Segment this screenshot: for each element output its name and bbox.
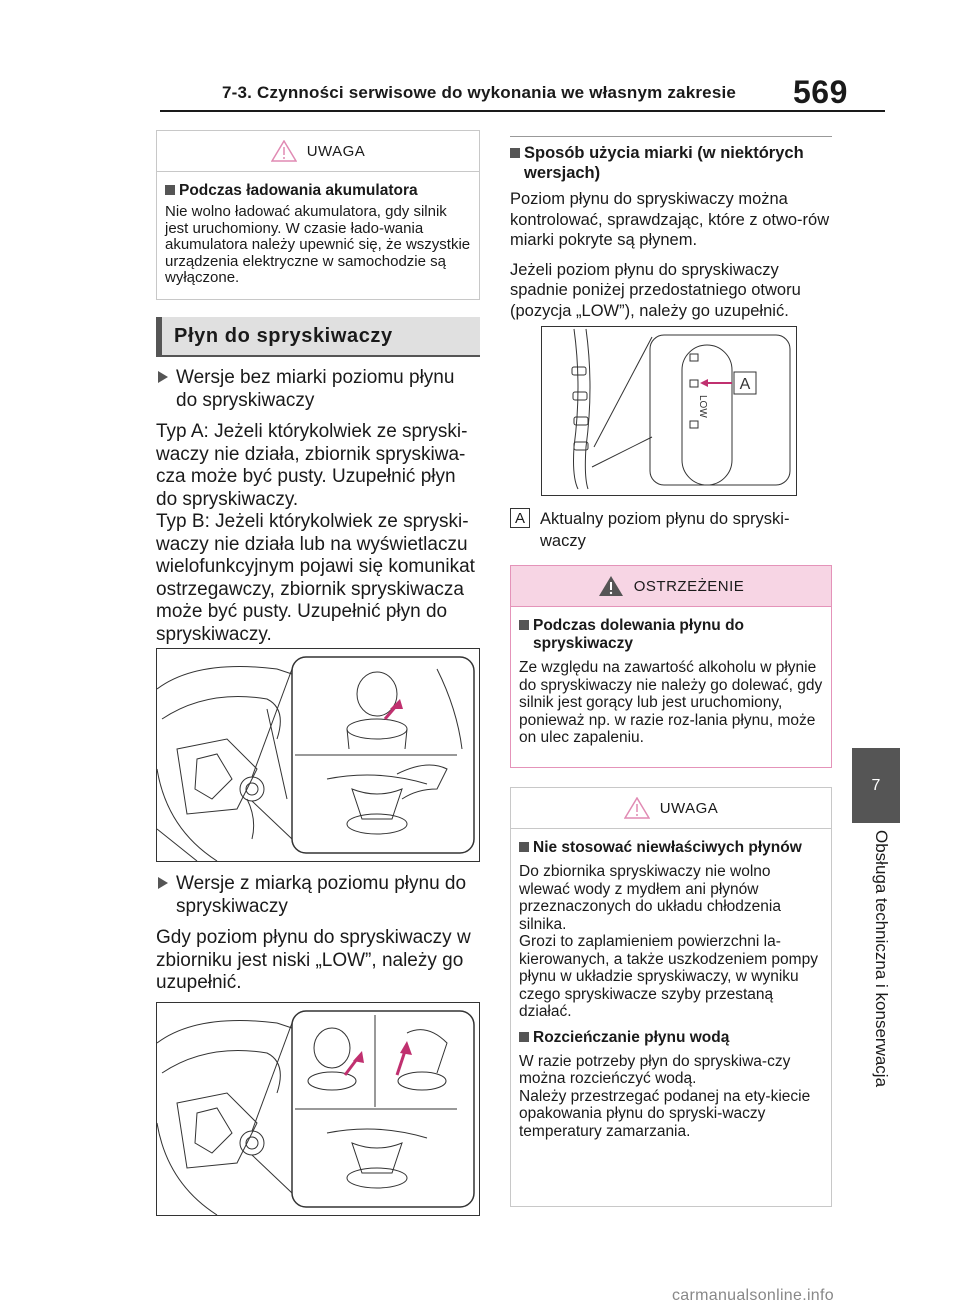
- low-label: LOW: [697, 395, 708, 418]
- notice-header: [511, 788, 831, 829]
- warning-header: [511, 566, 831, 607]
- notice-heading: Podczas ładowania akumulatora: [165, 182, 471, 200]
- paragraph-type-b: Typ B: Jeżeli którykolwiek ze spryski-waczy nie działa lub na wyświetlaczu wielofunkcyjnym pojawi się komunikat ostrzegawczy, zbiornik spryskiwacza może być pusty. Uzupełnić płyn do spryskiwaczy.: [156, 511, 475, 645]
- warning-box-refill: [510, 565, 832, 768]
- warning-label: OSTRZEŻENIE: [633, 577, 745, 595]
- dipstick-paragraph-1: Poziom płynu do spryskiwaczy można kontrolować, sprawdzając, które z otwo-rów miarki pokryte są płynem.: [510, 190, 830, 249]
- notice-text-fluids: Do zbiornika spryskiwaczy nie wolno wlewać wody z mydłem ani płynów przeznaczonych do układu chłodzenia silnika.: [519, 863, 781, 933]
- warning-text: Ze względu na zawartość alkoholu w płynie do spryskiwaczy nie należy go dolewać, gdy silnik jest gorący lub jest uruchomiony, ponieważ np. w razie roz-lania płynu, może on ulec zapaleniu.: [519, 659, 823, 746]
- chapter-label: Obsługa techniczna i konserwacja: [872, 830, 891, 1088]
- paragraph-type-a: Typ A: Jeżeli którykolwiek ze spryski-waczy nie działa, zbiornik spryskiwa-cza może być pusty. Uzupełnić płyn do spryskiwaczy.: [156, 421, 468, 510]
- warning-triangle-icon: [598, 575, 624, 597]
- legend-text: Aktualny poziom płynu do spryski-waczy: [540, 510, 790, 550]
- square-bullet-icon: [519, 620, 529, 630]
- square-bullet-icon: [519, 842, 529, 852]
- warning-heading: Podczas dolewania płynu do spryskiwaczy: [519, 617, 823, 653]
- engine-bay-figure-1: [156, 648, 480, 862]
- legend-marker: A: [510, 508, 530, 528]
- engine-bay-figure-2: [156, 1002, 480, 1216]
- notice-heading-fluids: Nie stosować niewłaściwych płynów: [519, 839, 823, 857]
- notice-header: [157, 131, 479, 172]
- bullet-with-dipstick: Wersje z miarką poziomu płynu do spryskiwaczy: [156, 872, 478, 918]
- page-number: 569: [793, 74, 848, 110]
- bullet-no-dipstick: Wersje bez miarki poziomu płynu do spryskiwaczy: [156, 366, 478, 412]
- triangle-bullet-icon: [158, 877, 168, 889]
- caution-triangle-icon: [624, 797, 650, 819]
- square-bullet-icon: [519, 1032, 529, 1042]
- footer-watermark: carmanualsonline.info: [672, 1287, 834, 1304]
- notice-box-fluids: [510, 787, 832, 1207]
- notice-box-battery: [156, 130, 480, 300]
- notice-text-damage: Grozi to zaplamieniem powierzchni la-kierowanych, a także uszkodzeniem pompy płynu w układzie spryskiwaczy, w wyniku czego spryskiwacze szyby przestaną działać.: [519, 933, 818, 1020]
- dipstick-paragraph-2: Jeżeli poziom płynu do spryskiwaczy spadnie poniżej przedostatniego otworu (pozycja „LOW”), należy go uzupełnić.: [510, 260, 801, 320]
- dipstick-illustration: [542, 327, 796, 495]
- square-bullet-icon: [165, 185, 175, 195]
- triangle-bullet-icon: [158, 371, 168, 383]
- section-rule: [156, 355, 480, 357]
- caution-triangle-icon: [271, 140, 297, 162]
- notice-text: Nie wolno ładować akumulatora, gdy silnik jest uruchomiony. W czasie łado-wania akumulatora należy upewnić się, że wszystkie urządzenia elektryczne w samochodzie są wyłączone.: [165, 203, 471, 286]
- marker-a: A: [739, 376, 751, 393]
- running-header: 7-3. Czynności serwisowe do wykonania we własnym zakresie: [222, 83, 737, 102]
- paragraph-low-level: Gdy poziom płynu do spryskiwaczy w zbiorniku jest niski „LOW”, należy go uzupełnić.: [156, 927, 471, 993]
- notice-text-freezing: Należy przestrzegać podanej na ety-kiecie opakowania płynu do spryski-waczy temperatury zamarzania.: [519, 1087, 811, 1140]
- right-rule: [510, 136, 832, 137]
- dipstick-figure: [541, 326, 797, 496]
- dipstick-heading: Sposób użycia miarki (w niektórych wersjach): [510, 143, 832, 183]
- engine-illustration: [157, 1003, 479, 1215]
- notice-label: UWAGA: [306, 142, 366, 160]
- chapter-tab: 7: [852, 748, 900, 823]
- header-rule: [160, 110, 885, 112]
- notice-heading-dilution: Rozcieńczanie płynu wodą: [519, 1029, 823, 1047]
- section-heading: Płyn do spryskiwaczy: [156, 317, 480, 356]
- engine-illustration: [157, 649, 479, 861]
- square-bullet-icon: [510, 148, 520, 158]
- notice-label: UWAGA: [659, 799, 719, 817]
- notice-text-dilution: W razie potrzeby płyn do spryskiwa-czy można rozcieńczyć wodą.: [519, 1052, 791, 1087]
